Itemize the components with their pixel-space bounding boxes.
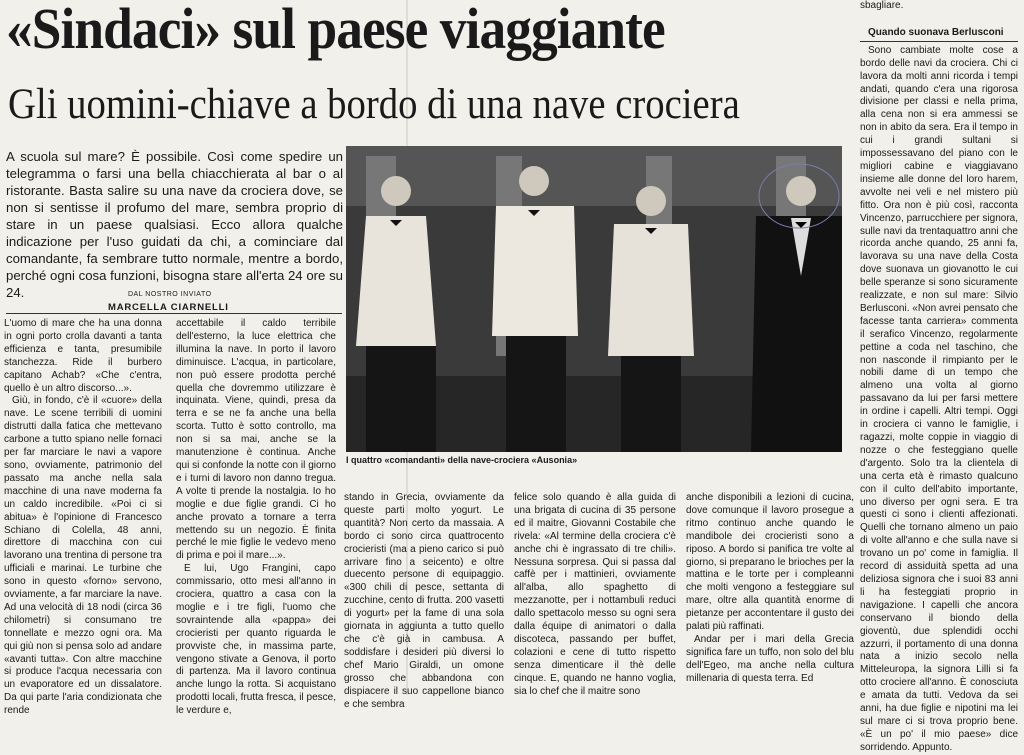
article-column-sidebar — [860, 0, 1018, 753]
byline-rule — [6, 313, 342, 314]
column-paragraph: anche disponibili a lezioni di cucina, dove comunque il lavoro prosegue a ritmo continuo anche quando le mandibole dei crocieristi sono a riposo. A bordo si panifica tre volte al giorno, si preparano le brioches per la mattina e le torte per i compleanni che molti vengono a festeggiare sul mare, oltre alla quantità enorme di pietanze per accontentare il gusto dei palati più raffinati. — [686, 492, 854, 633]
lead-paragraph: A scuola sul mare? È possibile. Così come spedire un telegramma o farsi una bella chiacchierata al bar o al ristorante. Basta salire su una nave da crociera dove, se non si sentisse il profumo del mare, sembra proprio di stare in un paese qualsiasi. Ecco allora qualche indicazione per l'uso guidati da chi, a cominciare dal comandante, fa sembrare tutto normale, mentre a bordo, perché ogni cosa funzioni, bisogna stare all'erta 24 ore su 24. — [6, 149, 343, 300]
article-column-4 — [514, 492, 676, 695]
subheadline: Gli uomini-chiave a bordo di una nave crociera — [8, 81, 740, 128]
photo-illustration — [346, 146, 842, 452]
headline: «Sindaci» sul paese viaggiante — [6, 0, 665, 61]
column-paragraph: E lui, Ugo Frangini, capo commissario, otto mesi all'anno in crociera, quattro a casa con la moglie e i tre figli, l'uomo che sovraintende alla «pappa» dei crocieristi per quanto riguarda le provviste che, in massima parte, vengono stivate a Genova, il porto di partenza. Ma il lavoro continua anche lungo la rotta. Si acquistano prodotti locali, frutta fresca, il pesce, le verdure e, — [176, 563, 336, 717]
column-paragraph: L'uomo di mare che ha una donna in ogni porto crolla davanti a tanta efficienza e tanta, presumibile stanchezza. Ride il burbero capitano Achab? «Che c'entra, quello è un altro discorso...». — [4, 318, 162, 394]
column-paragraph: sbagliare. — [860, 0, 904, 11]
article-column-3 — [344, 492, 504, 710]
article-column-5 — [686, 492, 854, 695]
photo-caption: I quattro «comandanti» della nave-crociera «Ausonia» — [346, 455, 578, 465]
column-paragraph: Andar per i mari della Grecia significa fare un tuffo, non solo del blu dell'Egeo, ma anche nella cultura millenaria di questa terra. Ed — [686, 633, 854, 684]
byline-author: MARCELLA CIARNELLI — [108, 302, 229, 313]
column-paragraph: Giù, in fondo, c'è il «cuore» della nave. Le scene terribili di uomini distrutti dalla fatica che mettevano carbone a tutto spiano nelle fornaci per far marciare le navi a vapore sono, ovviamente, patrimonio del passato ma anche nella sala macchine di una nave moderna fa un caldo incredibile. «Poi ci si abitua» è l'opinione di Francesco Schiano di Colella, 48 anni, direttore di macchina con cui lavorano una trentina di persone tra ufficiali e marinai. Le turbine che sono in questo «forno» servono, ovviamente, a far marciare la nave. Ad una velocità di 18 nodi (circa 36 chilometri) si consumano tre tonnellate e mezzo ogni ora. Ma qui giù non si pensa solo ad andare «avanti tutta». Con altre macchine si produce l'acqua necessaria con un evaporatore ed un dissalatore. Da qui parte l'aria condizionata che rende — [4, 395, 162, 717]
article-column-2 — [176, 318, 336, 717]
column-paragraph: stando in Grecia, ovviamente da queste parti molto yogurt. Le quantità? Non certo da massaia. A bordo ci sono circa quattrocento crocieristi (ma a pieno carico si può arrivare fino a seicento) e oltre duecento persone di equipaggio. «300 chili di pesce, settanta di zucchine, cento di frutta. 200 vasetti di yogurt» per la fame di una sola giornata in aggiunta a tutto quello che c'è già in cambusa. A soddisfare i desideri più diversi lo chef Mario Giraldi, un omone grosso che abbandona con dispiacere il suo cappellone bianco e che sembra — [344, 492, 504, 710]
sidebar-subhead: Quando suonava Berlusconi — [868, 26, 1004, 38]
column-paragraph: accettabile il caldo terribile dell'esterno, la luce elettrica che illumina la nave. In porto il lavoro diminuisce. L'acqua, in particolare, non può essere prodotta perché quella che dovremmo utilizzare è inquinata. Viene, quindi, presa da terra e se ne fa anche una bella scorta. Tutto è sotto controllo, ma non si sa mai, anche se la manutenzione è continua. Anche qui si confonde la notte con il giorno e i turni di lavoro non danno tregua. A volte ti prende la nostalgia. Io ho moglie e due figlie grandi. Ci ho anche provato a tornare a terra mettendo su un negozio. È finita perché le mie figlie le vedevo meno di prima e poi il mare...». — [176, 318, 336, 562]
byline-label: DAL NOSTRO INVIATO — [128, 291, 212, 298]
column-paragraph: felice solo quando è alla guida di una brigata di cucina di 35 persone ed il maitre, Giovanni Costabile che rivela: «Al termine della crociera c'è anche chi è ingrassato di tre chili». Nessuna sorpresa. Qui si passa dal caffè per i mattinieri, ovviamente all'alba, allo spaghetto di mezzanotte, per i nottambuli reduci dallo spettacolo messo su ogni sera dalla équipe di animatori o dalla discoteca, passando per buffet, colazioni e cene di tutto rispetto senza dimenticare il thè delle cinque. E, quando ne hanno voglia, sia lo chef che il maitre sono — [514, 492, 676, 697]
article-column-1 — [4, 318, 162, 717]
photo-four-commanders — [346, 146, 842, 452]
sidebar-subhead-rule — [860, 41, 1018, 42]
column-paragraph: Sono cambiate molte cose a bordo delle navi da crociera. Chi ci lavora da molti anni ricorda i tempi andati, quando c'era una rigorosa divisione per classi e nella prima, alla cena non si era ammessi se non in abito da sera. Era il tempo in cui i grandi sultani si impossessavano del piano con le migliori cabine e viaggiavano insieme alle donne del loro harem, avvolte nei veli e nel mistero più fitto. Ora non è più così, racconta Vincenzo, parrucchiere per signora, sulle navi da trentaquattro anni che ricorda anche quando, 25 anni fa, lavorava su una nave della Costa dove suonava un giovanotto le cui belle speranze si sono sicuramente realizzate, e non sul mare: Silvio Berlusconi. «Non avrei pensato che facesse tanta carriera» commenta il serafico Vincenzo, regolarmente pettine a coda nel taschino, che non nasconde il rimpianto per le nobili dame di un tempo che almeno una volta al giorno passavano da lui per farsi mettere in ordine i capelli. Altri tempi. Oggi in crociera ci vanno le famiglie, i ragazzi, molte coppie in viaggio di nozze o che festeggiano quelle d'argento. Solo tra la clientela di una certa età è rimasto qualcuno con il culto dell'abito importante, uno diverso per ogni sera. E tra questi ci sono i clienti affezionati. Quelli che tornano almeno un paio di volte all'anno e che sulla nave si trovano un po' come in famiglia. Il record di assiduità spetta ad una deliziosa signora che i suoi 83 anni li ha festeggiati proprio in navigazione. I capelli che ancora conservano il biondo della gioventù, due splendidi occhi azzurri, il portamento di una donna nata a inizio secolo nella Mitteleuropa, la signora Lilli si fa otto crociere all'anno. È conosciuta e amata da tutti. Vedova da sei anni, ha due figlie e nipotini ma lei sul mare ci si trova proprio bene. «È un po' il mio paese» dice sorridendo. Appunto. — [860, 44, 1018, 753]
